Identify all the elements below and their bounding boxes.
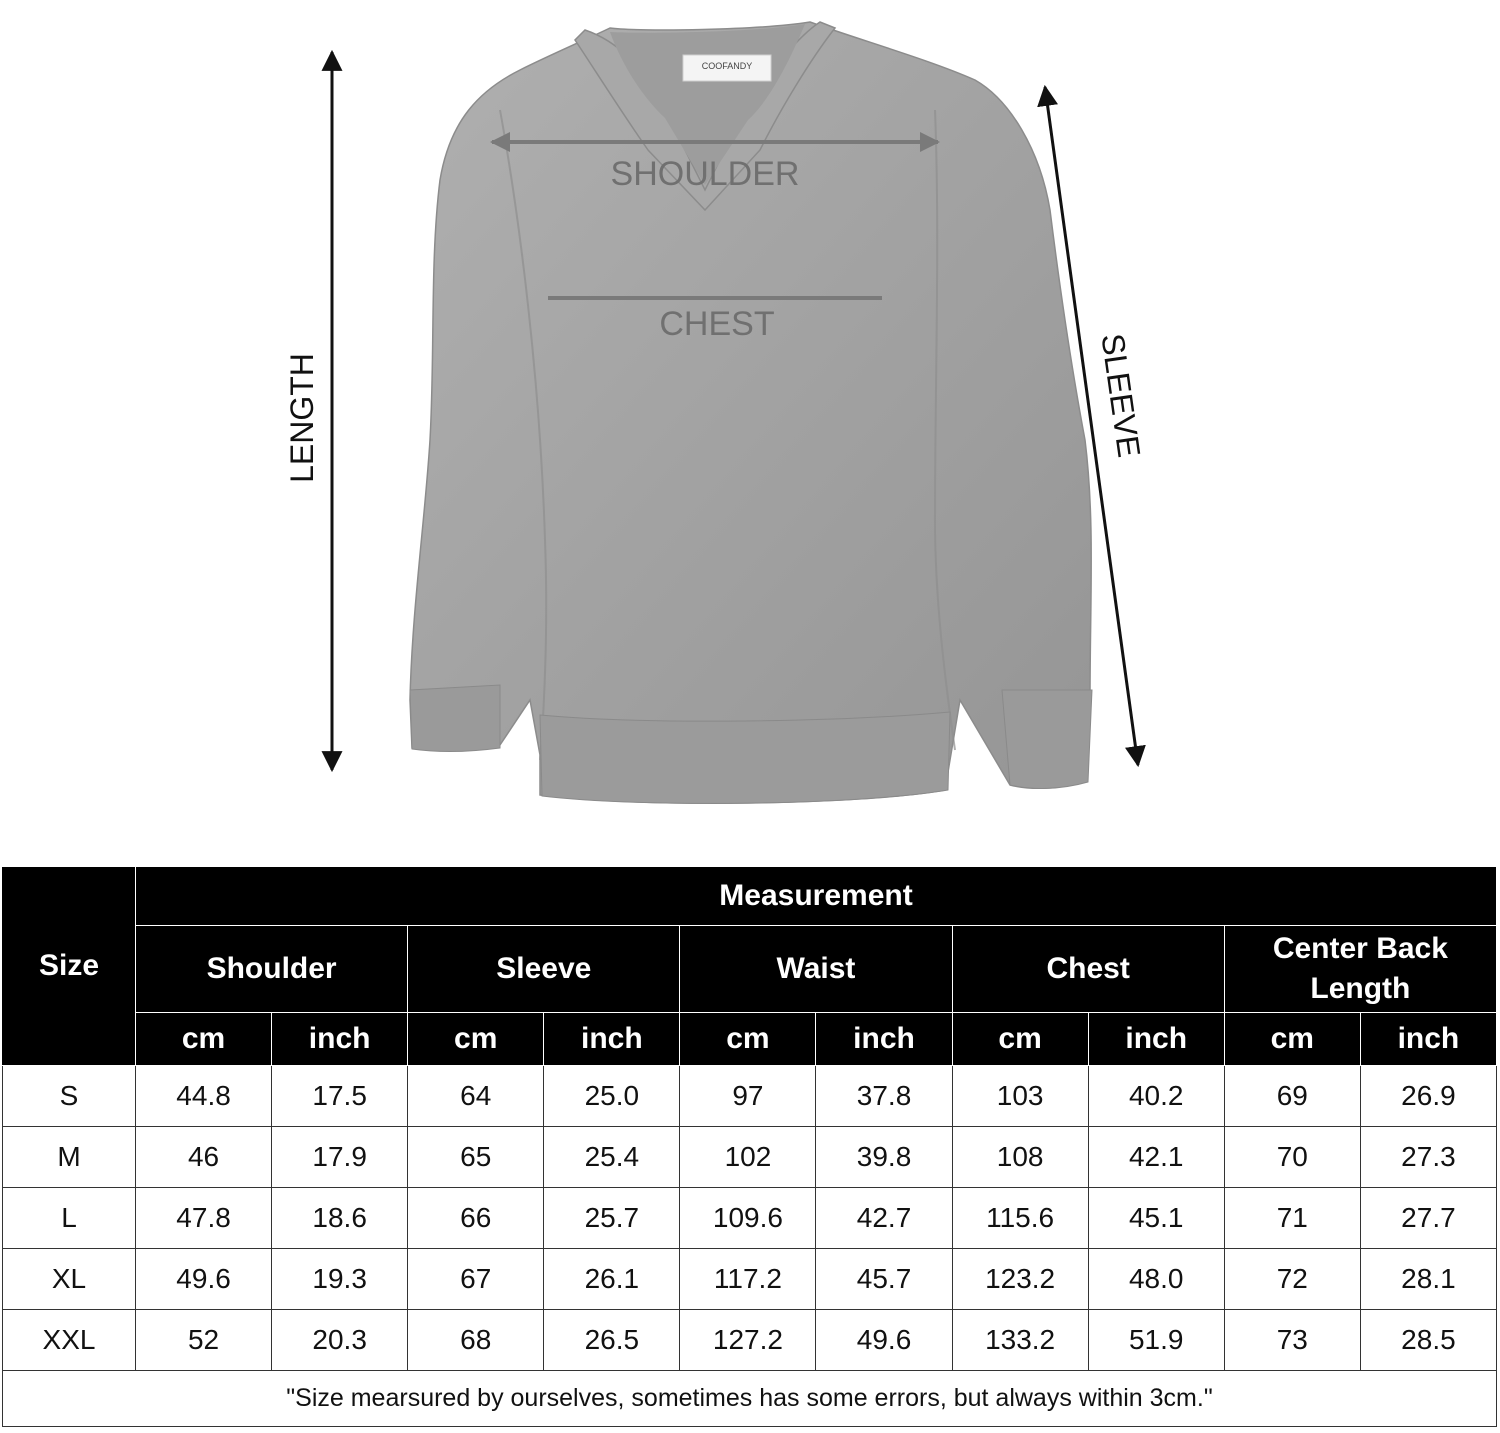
value-cell: 28.1 — [1360, 1249, 1496, 1310]
value-cell: 49.6 — [136, 1249, 272, 1310]
value-cell: 97 — [680, 1066, 816, 1127]
value-cell: 72 — [1224, 1249, 1360, 1310]
value-cell: 42.1 — [1088, 1127, 1224, 1188]
value-cell: 25.4 — [544, 1127, 680, 1188]
value-cell: 19.3 — [272, 1249, 408, 1310]
value-cell: 65 — [408, 1127, 544, 1188]
table-row — [3, 1127, 1497, 1188]
sleeve-label: SLEEVE — [1094, 331, 1148, 460]
value-cell: 115.6 — [952, 1188, 1088, 1249]
unit-header-inch: inch — [816, 1013, 952, 1066]
size-cell: S — [3, 1066, 136, 1127]
value-cell: 123.2 — [952, 1249, 1088, 1310]
value-cell: 28.5 — [1360, 1310, 1496, 1371]
value-cell: 48.0 — [1088, 1249, 1224, 1310]
measurement-note: "Size mearsured by ourselves, sometimes has some errors, but always within 3cm." — [3, 1371, 1497, 1427]
value-cell: 18.6 — [272, 1188, 408, 1249]
size-rows — [3, 1066, 1497, 1371]
value-cell: 26.1 — [544, 1249, 680, 1310]
unit-header-row — [3, 1013, 1497, 1066]
unit-header-inch: inch — [1088, 1013, 1224, 1066]
table-row — [3, 1310, 1497, 1371]
value-cell: 45.7 — [816, 1249, 952, 1310]
hem-rib — [540, 712, 950, 803]
value-cell: 45.1 — [1088, 1188, 1224, 1249]
value-cell: 51.9 — [1088, 1310, 1224, 1371]
left-cuff — [410, 685, 500, 752]
value-cell: 44.8 — [136, 1066, 272, 1127]
value-cell: 40.2 — [1088, 1066, 1224, 1127]
value-cell: 25.0 — [544, 1066, 680, 1127]
value-cell: 103 — [952, 1066, 1088, 1127]
size-cell: XXL — [3, 1310, 136, 1371]
value-cell: 49.6 — [816, 1310, 952, 1371]
group-header-center-back-length: Center Back Length — [1224, 926, 1496, 1013]
size-chart-table — [2, 866, 1497, 1427]
size-header: Size — [3, 867, 136, 1066]
value-cell: 37.8 — [816, 1066, 952, 1127]
value-cell: 127.2 — [680, 1310, 816, 1371]
group-header-sleeve: Sleeve — [408, 926, 680, 1013]
value-cell: 26.9 — [1360, 1066, 1496, 1127]
group-header-waist: Waist — [680, 926, 952, 1013]
unit-header-cm: cm — [136, 1013, 272, 1066]
value-cell: 102 — [680, 1127, 816, 1188]
unit-header-cm: cm — [680, 1013, 816, 1066]
value-cell: 17.9 — [272, 1127, 408, 1188]
value-cell: 64 — [408, 1066, 544, 1127]
group-header-row — [3, 926, 1497, 1013]
table-row — [3, 1188, 1497, 1249]
value-cell: 25.7 — [544, 1188, 680, 1249]
value-cell: 39.8 — [816, 1127, 952, 1188]
unit-header-inch: inch — [1360, 1013, 1496, 1066]
value-cell: 27.7 — [1360, 1188, 1496, 1249]
value-cell: 108 — [952, 1127, 1088, 1188]
value-cell: 46 — [136, 1127, 272, 1188]
measurement-header: Measurement — [136, 867, 1497, 926]
unit-header-inch: inch — [272, 1013, 408, 1066]
table-row — [3, 1249, 1497, 1310]
value-cell: 73 — [1224, 1310, 1360, 1371]
value-cell: 47.8 — [136, 1188, 272, 1249]
group-header-shoulder: Shoulder — [136, 926, 408, 1013]
table-row — [3, 1066, 1497, 1127]
size-cell: M — [3, 1127, 136, 1188]
size-cell: XL — [3, 1249, 136, 1310]
unit-header-cm: cm — [952, 1013, 1088, 1066]
length-label: LENGTH — [284, 353, 320, 483]
value-cell: 42.7 — [816, 1188, 952, 1249]
value-cell: 66 — [408, 1188, 544, 1249]
unit-header-cm: cm — [1224, 1013, 1360, 1066]
value-cell: 26.5 — [544, 1310, 680, 1371]
right-cuff — [1002, 690, 1092, 788]
size-cell: L — [3, 1188, 136, 1249]
value-cell: 109.6 — [680, 1188, 816, 1249]
value-cell: 70 — [1224, 1127, 1360, 1188]
value-cell: 52 — [136, 1310, 272, 1371]
value-cell: 68 — [408, 1310, 544, 1371]
group-header-chest: Chest — [952, 926, 1224, 1013]
value-cell: 71 — [1224, 1188, 1360, 1249]
value-cell: 117.2 — [680, 1249, 816, 1310]
value-cell: 17.5 — [272, 1066, 408, 1127]
value-cell: 133.2 — [952, 1310, 1088, 1371]
value-cell: 20.3 — [272, 1310, 408, 1371]
value-cell: 27.3 — [1360, 1127, 1496, 1188]
chest-label: CHEST — [659, 305, 775, 343]
value-cell: 69 — [1224, 1066, 1360, 1127]
unit-header-cm: cm — [408, 1013, 544, 1066]
brand-tag-text: COOFANDY — [701, 61, 753, 71]
unit-header-inch: inch — [544, 1013, 680, 1066]
shoulder-label: SHOULDER — [610, 155, 800, 193]
value-cell: 67 — [408, 1249, 544, 1310]
